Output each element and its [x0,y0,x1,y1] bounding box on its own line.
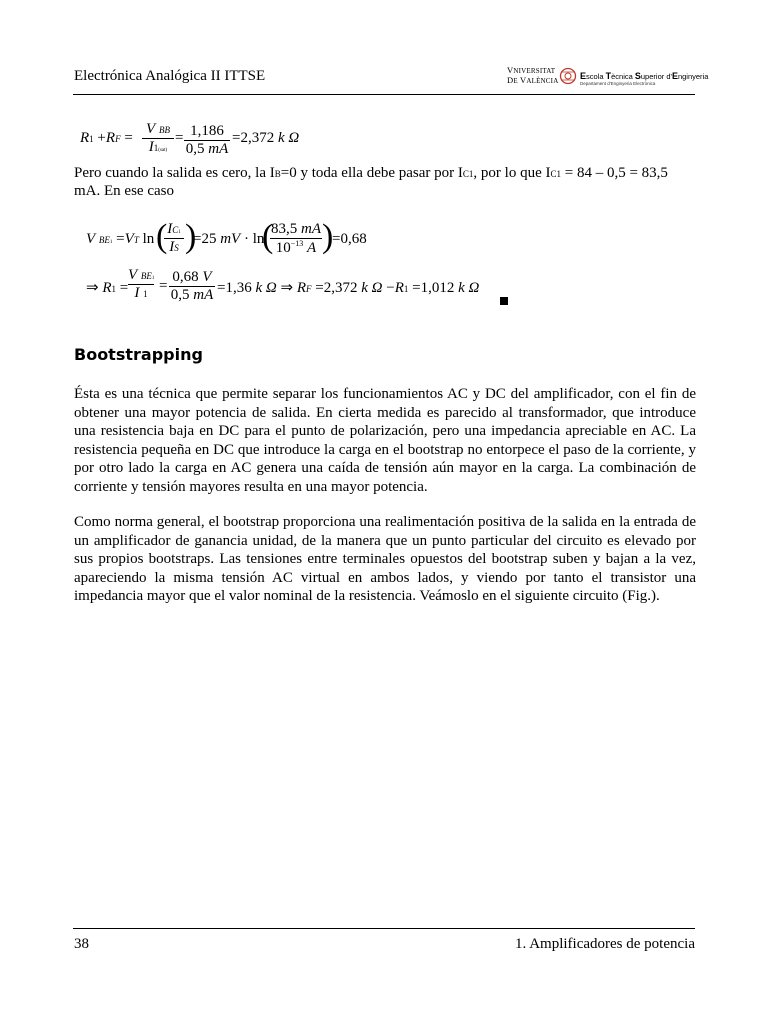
eq1-num: 1,186 [190,123,224,139]
logo-university-text: VNIVERSITAT DE VALÈNCIA [507,65,559,85]
eq1-rhs: =2,372 k Ω [232,130,300,146]
page-number: 38 [74,936,89,952]
eq1-fraction-symbolic: V BB I1(sat) [142,121,174,156]
eq2-fraction-numeric: 83,5 mA $10^{-13}$ A [271,221,321,256]
eq1-lhs: R1 +RF = [80,130,133,146]
chapter-title: 1. Amplificadores de potencia [515,936,695,952]
eq1-fraction-numeric: 1,186 0,5 mA [185,123,229,157]
eq1-eq: = [175,130,184,146]
intro-line-1: Pero cuando la salida es cero, la IB=0 y toda ella debe pasar por IC1, por lo que IC1 = 84 – 0,5 = 83,5 [74,165,668,181]
university-logo [507,65,709,92]
eq2-rhs: =0,68 [332,231,367,247]
paragraph-bootstrapping-1: Ésta es una técnica que permite separar los funcionamientos AC y DC del amplificador, con el fin de obtener una mayor potencia de salida. En cierta medida es parecido al transformador, que introduce una resistencia baja en DC para el punto de polarización, pero una impedancia apreciable en AC. La resistencia pequeña en DC que introduce la carga en el bootstrap no entorpece el paso de la corriente, y por otro lado la carga en AC genera una caída de tensión aún mayor en la carga. La combinación de corriente y tensión mayores resulta en una mayor potencia. [74,386,696,495]
eq2-lhs: V BE1 =VT ln [86,231,155,247]
eq3-fraction-numeric: 0,68 V 0,5 mA [170,269,214,303]
paragraph-bootstrapping-2: Como norma general, el bootstrap proporciona una realimentación positiva de la salida en la entrada de un amplificador de ganancia unidad, de la manera que un punto particular del circuito es elevado por sus propios bootstraps. Las tensiones entre terminales opuestos del bootstrap suben y bajan a la vez, apareciendo la misma tensión AC virtual en ambos lados, y viendo por tanto el transistor una impedancia mayor que el valor nominal de la resistencia. Veámoslo en el siguiente circuito (Fig.). [74,514,696,604]
end-of-proof-square [500,297,508,305]
eq2-fraction-symbolic: IC1 IS [164,221,184,256]
logo-school-text: Escola Tècnica Superior d'Enginyeria [580,71,709,81]
header-title: Electrónica Analógica II ITTSE [74,68,266,84]
school-emblem-icon [559,67,577,85]
eq3-lhs: ⇒ R1 = [86,280,129,296]
intro-line-2: mA. En ese caso [74,183,174,199]
logo-department-text: Departament d'Enginyeria Electrònica [580,81,656,86]
eq3-fraction-symbolic: V BE1 I 1 [128,267,155,301]
eq2-mid: =25 mV · ln [193,231,265,247]
eq3-eq: = [159,278,168,294]
eq3-rhs: =1,36 k Ω ⇒ RF =2,372 k Ω −R1 =1,012 k Ω [217,280,480,296]
header-rule [73,94,695,95]
footer-rule [73,928,695,929]
section-heading: Bootstrapping [74,345,203,364]
